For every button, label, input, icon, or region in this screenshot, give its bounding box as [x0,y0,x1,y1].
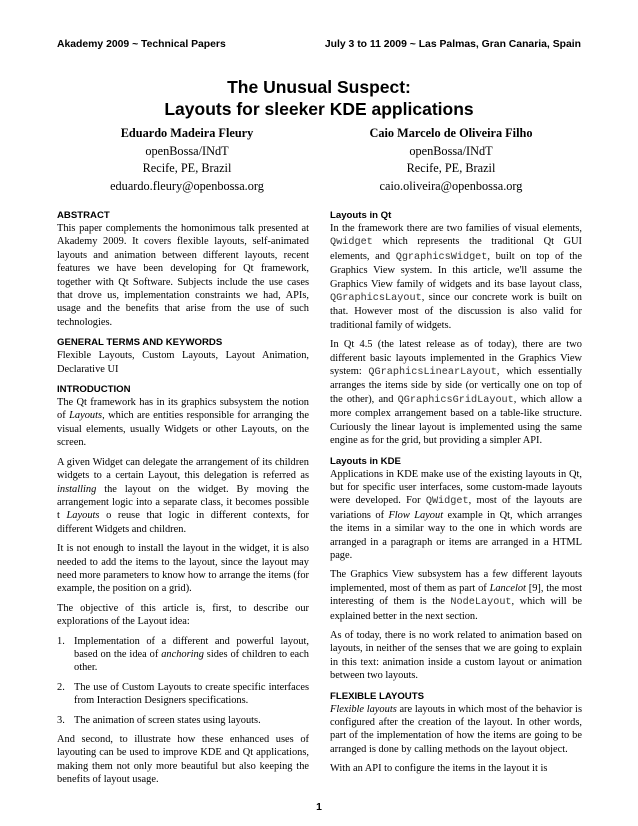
paper-title-line2: Layouts for sleeker KDE applications [164,99,474,119]
list-item: 1. Implementation of a different and powerful layout, based on the idea of anchoring sides of children to each other. [57,635,309,674]
author-email: eduardo.fleury@openbossa.org [110,178,264,193]
flexible-layouts-heading: FLEXIBLE LAYOUTS [330,690,424,702]
intro-heading: INTRODUCTION [57,384,131,396]
author-block-2 [321,125,581,195]
left-column [57,210,309,793]
layouts-kde-paragraph-3: As of today, there is no work related to animation based on layouts, in neither of the senses that we are going to explain in this text: animation inside a custom layout or animation between two layouts. [330,629,582,682]
page-number: 1 [316,802,322,813]
running-header-left: Akademy 2009 ~ Technical Papers [57,39,226,50]
running-header-right: July 3 to 11 2009 ~ Las Palmas, Gran Canaria, Spain [324,39,581,50]
author-org: openBossa/INdT [145,143,229,158]
abstract-text: This paper complements the homonimous talk presented at Akademy 2009. It covers flexible layouts, self-animated layouts and animation between different layouts, recent features we have been developing for Qt framework, together with Qt Software. Subjects include the use cases that drove us, implementation constraints we had, APIs, usage and the benefits that arise from the use of such technologies. [57,223,309,328]
layouts-in-kde-heading: Layouts in KDE [330,455,401,467]
author-org: openBossa/INdT [409,143,493,158]
author-name: Eduardo Madeira Fleury [120,126,254,140]
objectives-list [57,635,309,727]
abstract-heading: ABSTRACT [57,210,110,221]
intro-paragraph-5: And second, to illustrate how these enhanced uses of layouting can be used to improve KDE and Qt applications, making them not only more beautiful but also keeping the benefits of layout usage. [57,734,309,786]
intro-paragraph-1: The Qt framework has in its graphics subsystem the notion of Layouts, which are entities responsible for arranging the visual elements, usually Widgets or other Layouts, on the screen. [57,397,309,449]
flexible-paragraph-2: With an API to configure the items in the layout it is [330,763,548,775]
terms-text: Flexible Layouts, Custom Layouts, Layout Animation, Declarative UI [57,350,309,375]
intro-paragraph-2: A given Widget can delegate the arrangement of its children widgets to a certain Layout, this delegation is referred as installing the layout on the widget. By moving the arrangement logic into a separate class, it becomes possible t Layouts o reuse that logic in different contexts, for different Widgets and children. [57,456,309,535]
layouts-in-qt-heading: Layouts in Qt [330,210,392,221]
layouts-qt-paragraph-2: In Qt 4.5 (the latest release as of today), there are two different basic layouts implemented in the Graphics View system: QGraphicsLinearLayout, which essentially arranges the items side by side (or vertically one on top of the other), and QGraphicsGridLayout, which allow a more complex arrangement based on a table-like structure. Curiously the linear layout is implemented using the same engine as for the grid, but providing a simpler API. [330,339,582,447]
author-name: Caio Marcelo de Oliveira Filho [369,126,533,140]
list-item: 3. The animation of screen states using layouts. [57,714,261,726]
layouts-kde-paragraph-1: Applications in KDE make use of the existing layouts in Qt, but for specific user interfaces, some custom-made layouts were developed. For QWidget, most of the layouts are variations of Flow Layout example in Qt, which arranges the items in a similar way to the one in which words are arranged in a paragraph or items are arranged in a HTML page. [330,468,582,561]
list-item: 2. The use of Custom Layouts to create specific interfaces from Interaction Designers specifications. [57,681,309,707]
layouts-qt-paragraph-1: In the framework there are two families of visual elements, Qwidget which represents the traditional Qt GUI elements, and QgraphicsWidget, built on top of the Graphics View system. In this article, we'll assume the Graphics View family of widgets and its base layout class, QGraphicsLayout, since our concrete work is built on that. However most of the discussion is also valid for traditional family of widgets. [330,223,582,331]
right-column [330,210,582,782]
paper-title-line1: The Unusual Suspect: [227,77,411,97]
author-location: Recife, PE, Brazil [142,161,232,175]
author-location: Recife, PE, Brazil [406,161,496,175]
terms-heading: GENERAL TERMS AND KEYWORDS [57,337,223,349]
intro-paragraph-3: It is not enough to install the layout in the widget, it is also needed to add the items to the layout, since the layout may need more parameters to know how to arrange the items (for example, the position on a grid). [57,543,309,595]
layouts-kde-paragraph-2: The Graphics View subsystem has a few different layouts implemented, most of them as part of Lancelot [9], the most interesting of them is the NodeLayout, which will be explained better in the next section. [330,569,582,622]
intro-paragraph-4: The objective of this article is, first, to describe our explorations of the Layout idea: [57,602,309,628]
author-email: caio.oliveira@openbossa.org [379,178,523,193]
author-block-1 [57,125,317,195]
flexible-paragraph-1: Flexible layouts are layouts in which most of the behavior is configured after the creation of the layout. In other words, part of the implementation of how the items are going to be arranged is done by calling methods on the layout object. [330,703,582,755]
